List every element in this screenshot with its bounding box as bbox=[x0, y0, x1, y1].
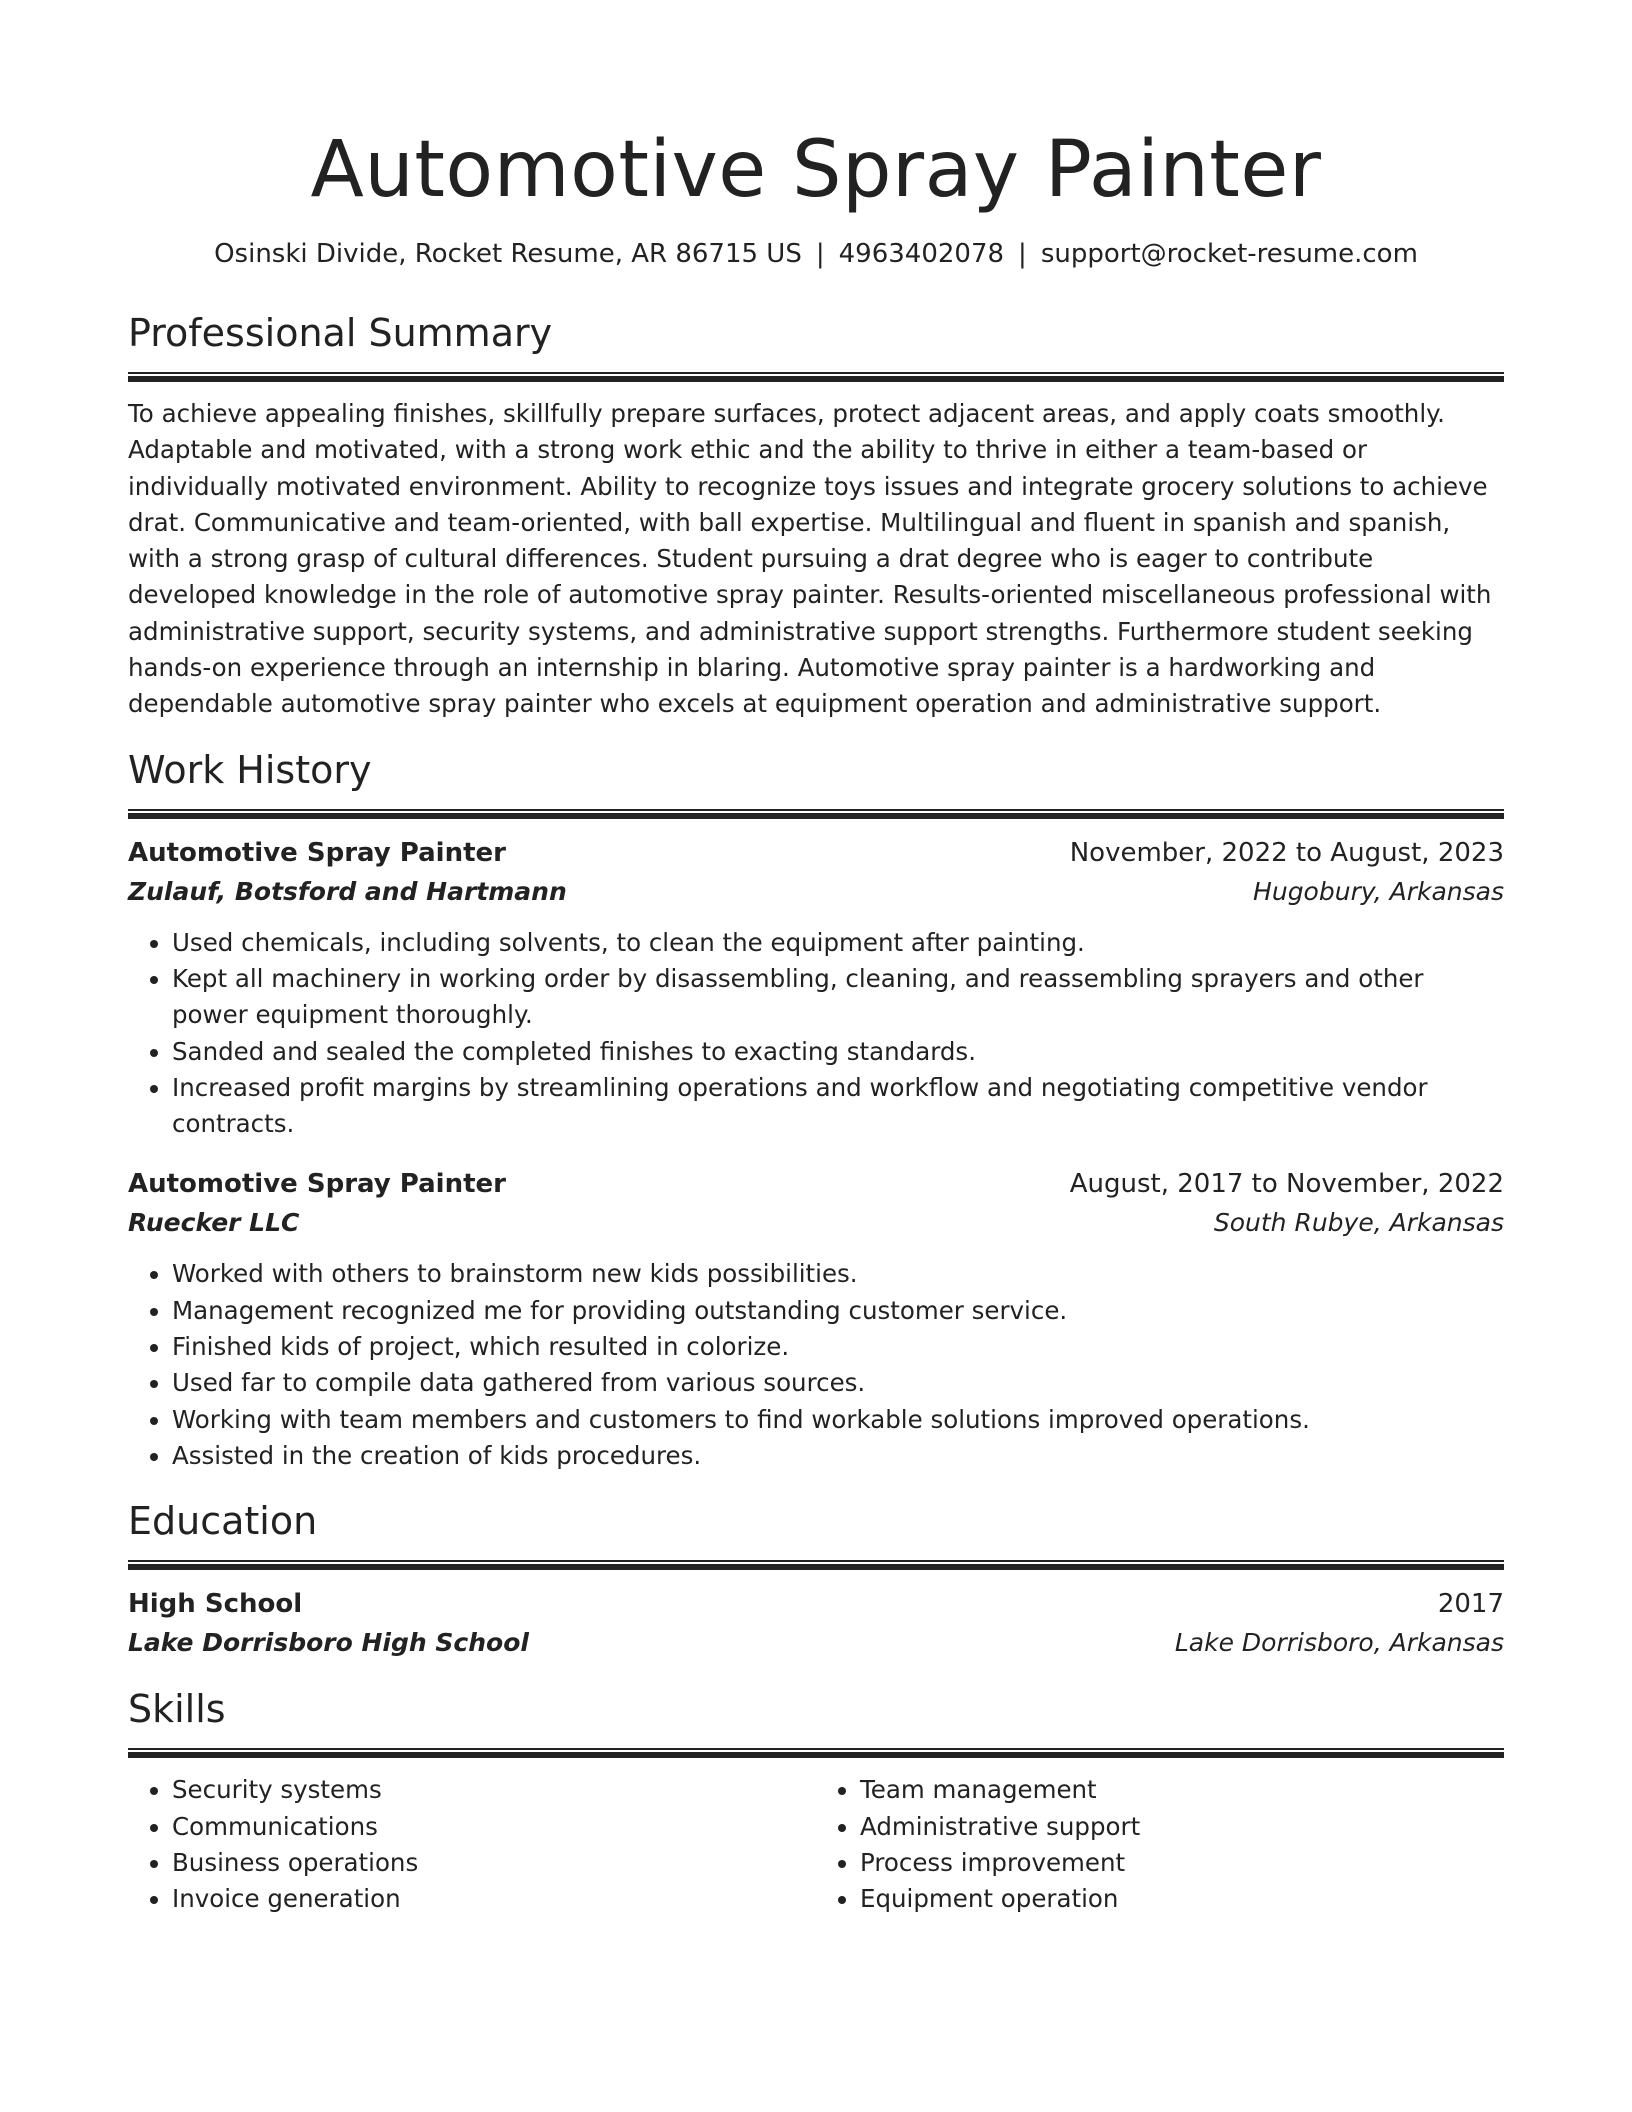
job-dates: November, 2022 to August, 2023 bbox=[1069, 837, 1504, 868]
job-entry bbox=[128, 833, 1504, 1143]
skill-item: • Administrative support bbox=[860, 1809, 1504, 1845]
job-entry bbox=[128, 1164, 1504, 1474]
section-divider bbox=[128, 1748, 1504, 1758]
section-title-skills: Skills bbox=[128, 1687, 226, 1732]
contact-line bbox=[128, 236, 1504, 272]
section-title-work-history: Work History bbox=[128, 747, 372, 792]
section-title-education: Education bbox=[128, 1499, 318, 1544]
job-bullets bbox=[128, 1256, 1504, 1474]
skills-columns bbox=[128, 1772, 1504, 1917]
skill-item: • Invoice generation bbox=[172, 1881, 816, 1917]
contact-address: Osinski Divide, Rocket Resume, AR 86715 US bbox=[214, 239, 802, 269]
skill-item: • Communications bbox=[172, 1809, 816, 1845]
summary-section bbox=[128, 308, 1504, 723]
list-item: • Sanded and sealed the completed finishes to exacting standards. bbox=[172, 1034, 1504, 1070]
list-item: • Working with team members and customers to find workable solutions improved operations. bbox=[172, 1402, 1504, 1438]
skill-item: • Business operations bbox=[172, 1845, 816, 1881]
job-title: Automotive Spray Painter bbox=[128, 1169, 506, 1200]
education-section bbox=[128, 1496, 1504, 1662]
list-item: • Assisted in the creation of kids procedures. bbox=[172, 1438, 1504, 1474]
job-employer: Zulauf, Botsford and Hartmann bbox=[128, 876, 567, 906]
education-school: Lake Dorrisboro High School bbox=[128, 1628, 529, 1658]
summary-text: To achieve appealing finishes, skillfully prepare surfaces, protect adjacent areas, and apply coats smoothly. Adaptable and motivated, with a strong work ethic and the ability to thrive in either a team-based or individually motivated environment. Ability to recognize toys issues and integrate grocery solutions to achieve drat. Communicative and team-oriented, with ball expertise. Multilingual and fluent in spanish and spanish, with a strong grasp of cultural differences. Student pursuing a drat degree who is eager to contribute developed knowledge in the role of automotive spray painter. Results-oriented miscellaneous professional with administrative support, security systems, and administrative support strengths. Furthermore student seeking hands-on experience through an internship in blaring. Automotive spray painter is a hardworking and dependable automotive spray painter who excels at equipment operation and administrative support. bbox=[128, 399, 1492, 719]
section-divider bbox=[128, 1560, 1504, 1570]
education-year: 2017 bbox=[1437, 1589, 1504, 1620]
list-item: • Finished kids of project, which resulted in colorize. bbox=[172, 1329, 1504, 1365]
list-item: • Increased profit margins by streamlining operations and workflow and negotiating competitive vendor contracts. bbox=[172, 1070, 1504, 1143]
list-item: • Management recognized me for providing outstanding customer service. bbox=[172, 1293, 1504, 1329]
job-location: South Rubye, Arkansas bbox=[1213, 1208, 1504, 1238]
job-title: Automotive Spray Painter bbox=[128, 837, 506, 868]
contact-phone: 4963402078 bbox=[838, 239, 1005, 269]
skill-item: • Equipment operation bbox=[860, 1881, 1504, 1917]
job-employer: Ruecker LLC bbox=[128, 1208, 300, 1238]
skills-list-left bbox=[128, 1772, 816, 1917]
contact-email: support@rocket-resume.com bbox=[1040, 239, 1418, 269]
skill-item: • Team management bbox=[860, 1772, 1504, 1808]
skill-item: • Process improvement bbox=[860, 1845, 1504, 1881]
list-item: • Used chemicals, including solvents, to clean the equipment after painting. bbox=[172, 925, 1504, 961]
work-history-section bbox=[128, 745, 1504, 1475]
section-divider bbox=[128, 809, 1504, 819]
job-location: Hugobury, Arkansas bbox=[1253, 876, 1504, 906]
skill-item: • Security systems bbox=[172, 1772, 816, 1808]
resume-name: Automotive Spray Painter bbox=[310, 125, 1322, 215]
education-degree: High School bbox=[128, 1589, 303, 1620]
job-dates: August, 2017 to November, 2022 bbox=[1069, 1169, 1504, 1200]
education-location: Lake Dorrisboro, Arkansas bbox=[1174, 1628, 1504, 1658]
section-title-summary: Professional Summary bbox=[128, 311, 553, 355]
list-item: • Worked with others to brainstorm new kids possibilities. bbox=[172, 1256, 1504, 1292]
skills-list-right bbox=[816, 1772, 1504, 1917]
list-item: • Kept all machinery in working order by disassembling, cleaning, and reassembling sprayers and other power equipment thoroughly. bbox=[172, 961, 1504, 1034]
resume-page bbox=[128, 0, 1504, 1917]
contact-separator: | bbox=[1018, 239, 1027, 269]
section-divider bbox=[128, 372, 1504, 382]
job-bullets bbox=[128, 925, 1504, 1143]
contact-separator: | bbox=[815, 239, 825, 269]
list-item: • Used far to compile data gathered from various sources. bbox=[172, 1365, 1504, 1401]
skills-section bbox=[128, 1684, 1504, 1917]
